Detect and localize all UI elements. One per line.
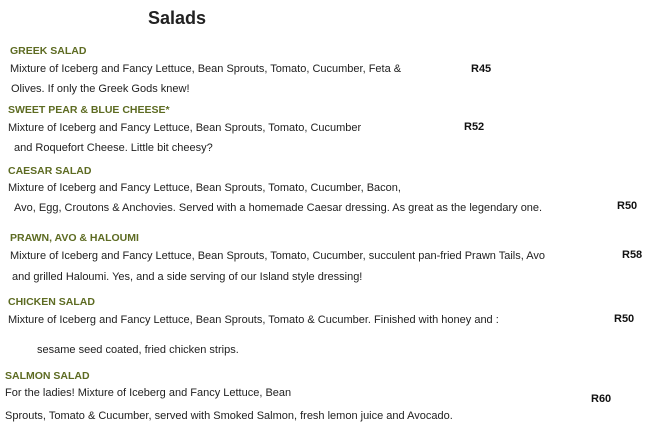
item-description-line: sesame seed coated, fried chicken strips.: [37, 344, 239, 356]
item-description-line: Mixture of Iceberg and Fancy Lettuce, Bean Sprouts, Tomato & Cucumber. Finished with honey and :: [8, 314, 499, 326]
item-name: GREEK SALAD: [10, 45, 87, 57]
item-description-line: Mixture of Iceberg and Fancy Lettuce, Bean Sprouts, Tomato, Cucumber: [8, 122, 362, 134]
item-description-line: Avo, Egg, Croutons & Anchovies. Served with a homemade Caesar dressing. As great as the legendary one.: [14, 202, 543, 214]
item-price: R50: [617, 200, 638, 212]
item-name: CAESAR SALAD: [8, 165, 92, 177]
page-title: Salads: [148, 8, 207, 28]
item-price: R58: [622, 249, 643, 261]
item-price: R52: [464, 121, 485, 133]
item-description-line: Sprouts, Tomato & Cucumber, served with Smoked Salmon, fresh lemon juice and Avocado.: [5, 410, 453, 422]
item-description-line: Mixture of Iceberg and Fancy Lettuce, Bean Sprouts, Tomato, Cucumber, Feta &: [10, 63, 402, 75]
item-description-line: and grilled Haloumi. Yes, and a side serving of our Island style dressing!: [12, 271, 363, 283]
item-price: R45: [471, 63, 492, 75]
item-name: CHICKEN SALAD: [8, 296, 95, 308]
item-description-line: Mixture of Iceberg and Fancy Lettuce, Bean Sprouts, Tomato, Cucumber, Bacon,: [8, 182, 401, 194]
item-description-line: Olives. If only the Greek Gods knew!: [11, 83, 190, 95]
item-description-line: and Roquefort Cheese. Little bit cheesy?: [14, 142, 213, 154]
item-name: SWEET PEAR & BLUE CHEESE*: [8, 104, 170, 116]
item-description-line: For the ladies! Mixture of Iceberg and Fancy Lettuce, Bean: [5, 387, 292, 399]
item-name: PRAWN, AVO & HALOUMI: [10, 232, 139, 244]
item-name: SALMON SALAD: [5, 370, 90, 382]
item-description-line: Mixture of Iceberg and Fancy Lettuce, Bean Sprouts, Tomato, Cucumber, succulent pan-fried Prawn Tails, Avo: [10, 250, 546, 262]
item-price: R50: [614, 313, 635, 325]
item-price: R60: [591, 393, 612, 405]
